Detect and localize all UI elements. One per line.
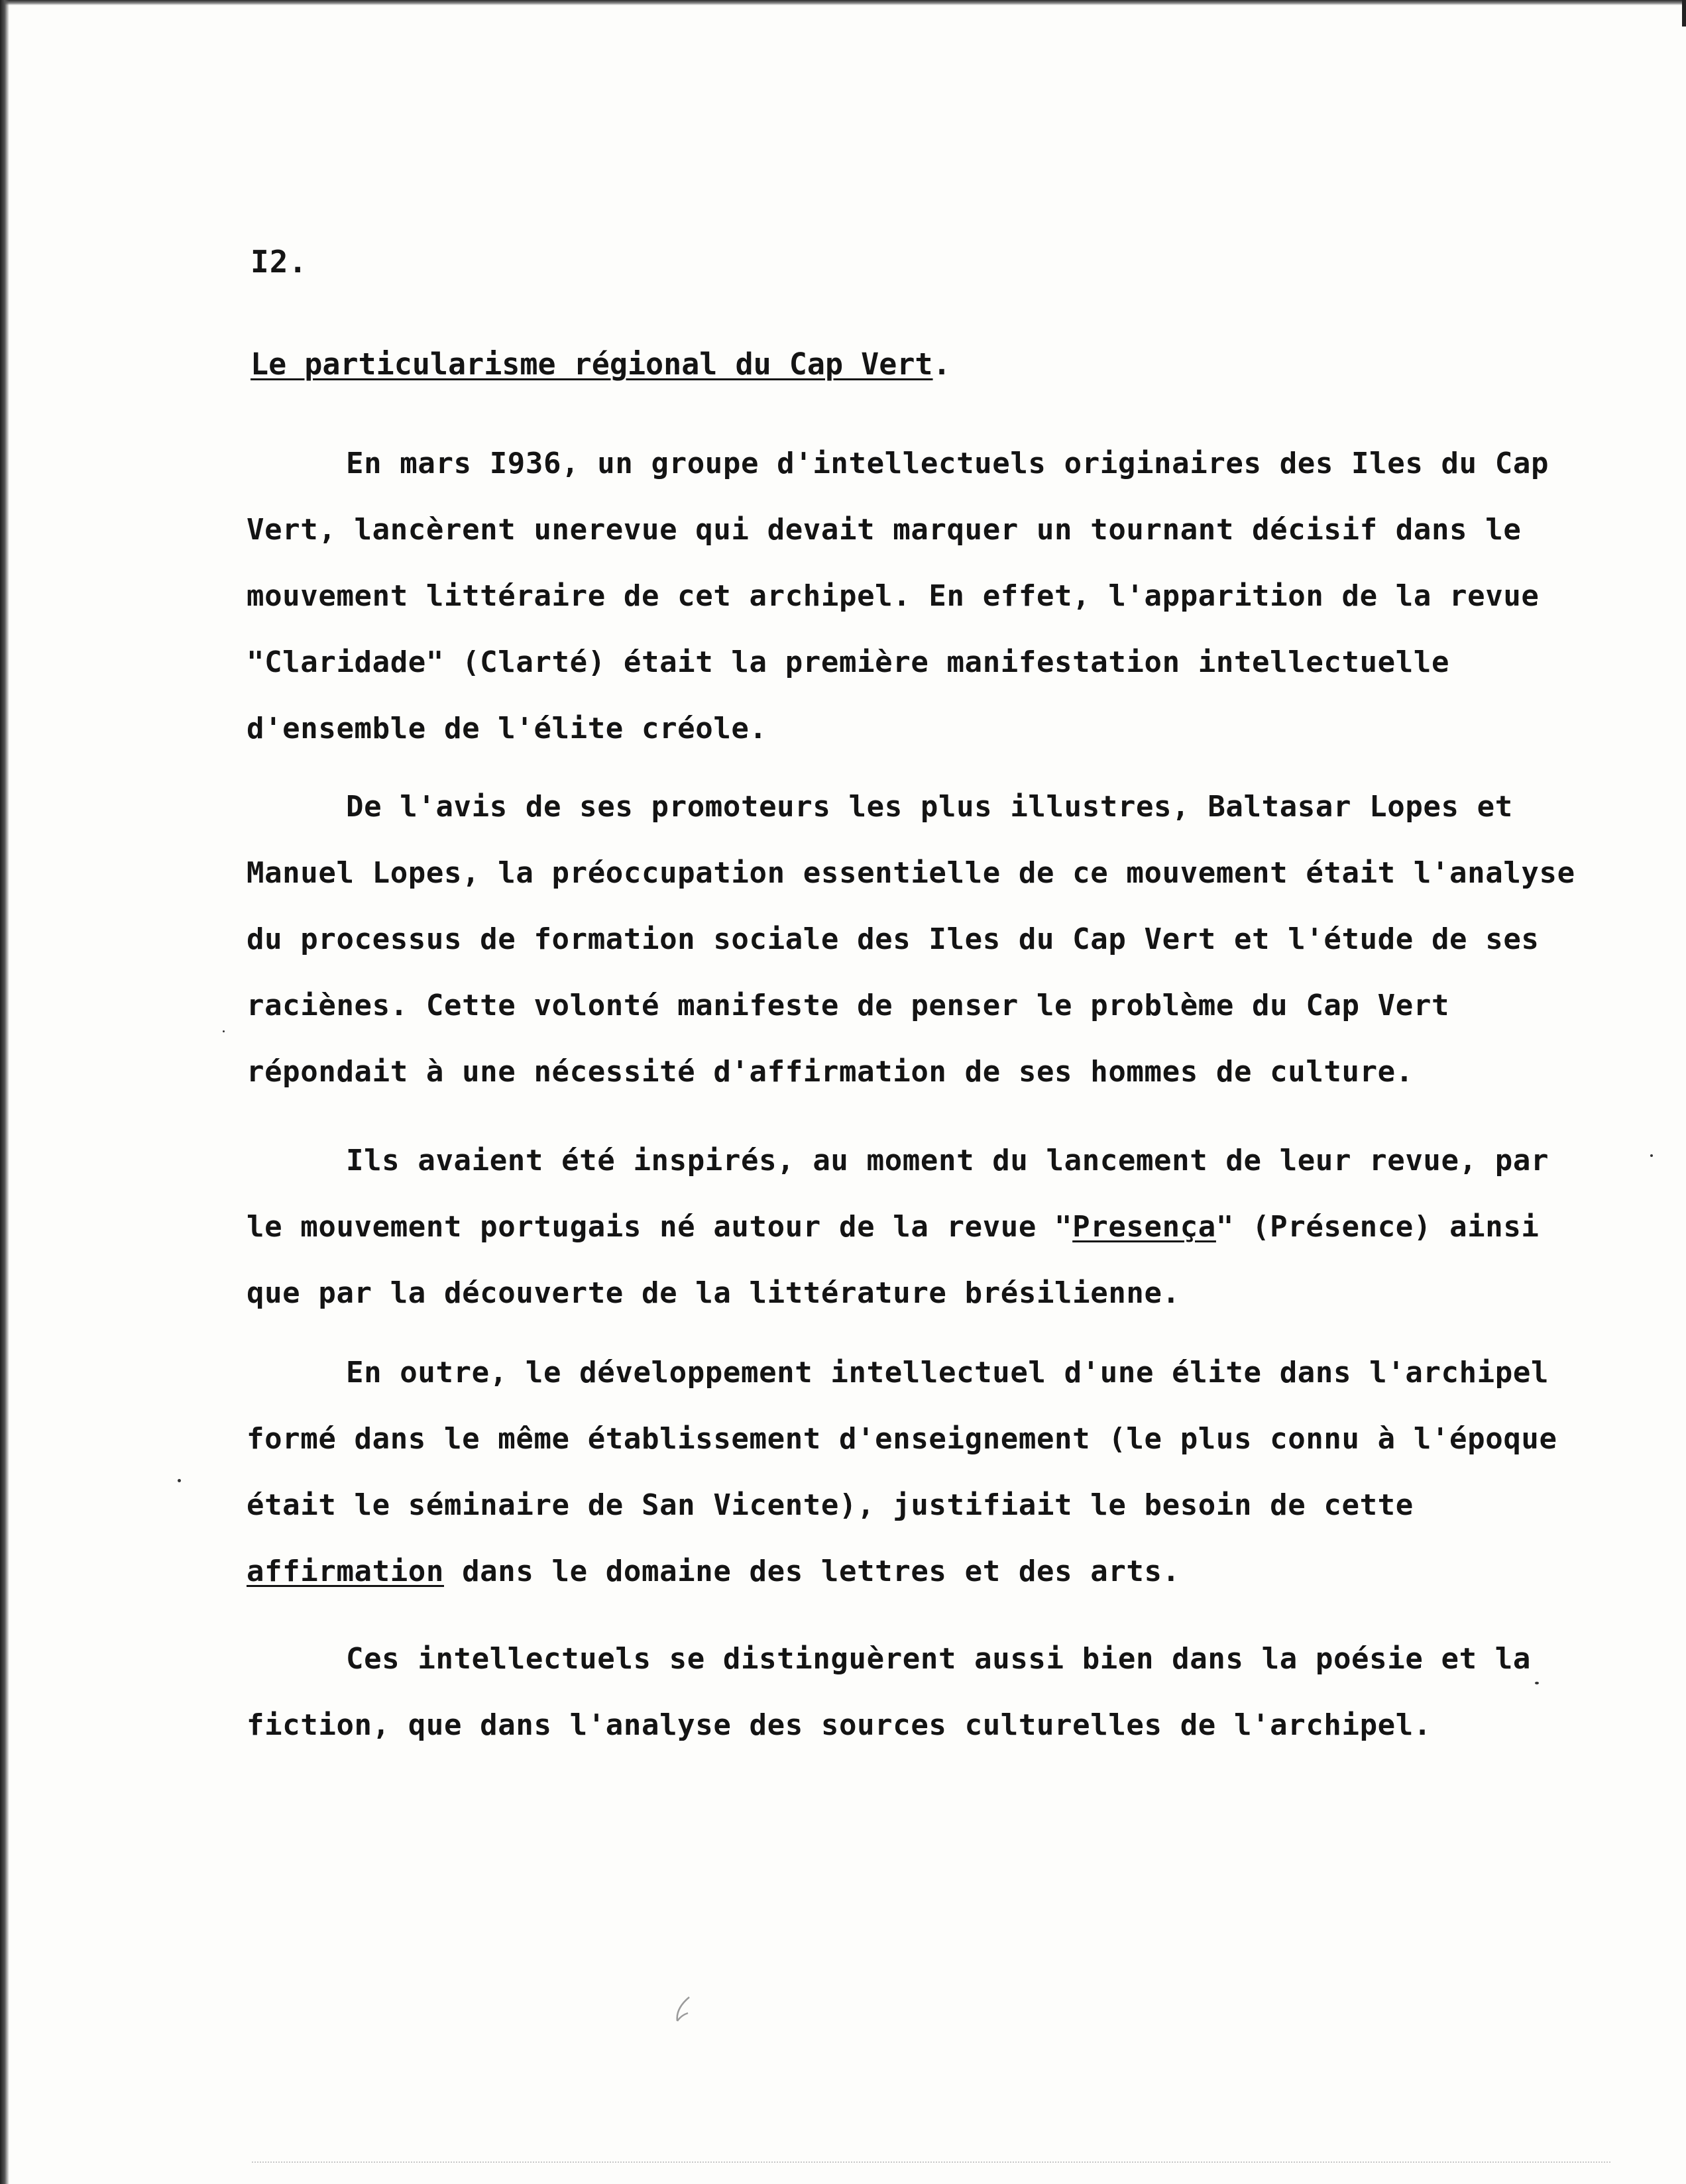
- scan-bottom-rule: [252, 2161, 1610, 2164]
- paragraph-text: dans le domaine des lettres et des arts.: [444, 1555, 1180, 1588]
- underlined-word: affirmation: [247, 1555, 444, 1588]
- scan-speck: [223, 1030, 225, 1032]
- scan-speck: [178, 1479, 181, 1482]
- section-heading-period: .: [932, 347, 951, 382]
- scan-speck: [1650, 1154, 1653, 1157]
- paragraph-text: " (Présence) ainsi que par la découverte de la littérature brésilienne.: [247, 1210, 1540, 1310]
- paragraph: [247, 431, 1585, 762]
- paragraph-text: De l'avis de ses promoteurs les plus illustres, Baltasar Lopes et Manuel Lopes, la préoccupation essentielle de ce mouvement était l'analyse du processus de formation sociale des Iles du Cap Vert et l'étude de ses raciènes. Cette volonté manifeste de penser le problème du Cap Vert répondait à une nécessité d'affirmation de ses hommes de culture.: [247, 790, 1575, 1089]
- scan-edge-left: [0, 0, 9, 2184]
- paragraph: [247, 1128, 1585, 1327]
- paragraph: [247, 1626, 1585, 1759]
- section-heading-text: Le particularisme régional du Cap Vert: [251, 347, 933, 382]
- page-number: I2.: [251, 244, 308, 280]
- paragraph-text: En outre, le développement intellectuel d'une élite dans l'archipel formé dans le même établissement d'enseignement (le plus connu à l'époque était le séminaire de San Vicente), justifiait le besoin de cette: [247, 1356, 1557, 1522]
- paragraph-text: En mars I936, un groupe d'intellectuels originaires des Iles du Cap Vert, lancèrent unerevue qui devait marquer un tournant décisif dans le mouvement littéraire de cet archipel. En effet, l'apparition de la revue "Claridade" (Clarté) était la première manifestation intellectuelle d'ensemble de l'élite créole.: [247, 447, 1549, 745]
- paragraph-text: Ils avaient été inspirés, au moment du lancement de leur revue, par le mouvement portugais né autour de la revue ": [247, 1144, 1549, 1244]
- body-text: [247, 431, 1585, 1759]
- pencil-mark: [669, 1994, 696, 2028]
- section-heading: [251, 347, 951, 382]
- paragraph-text: Ces intellectuels se distinguèrent aussi bien dans la poésie et la fiction, que dans l'analyse des sources culturelles de l'archipel.: [247, 1642, 1531, 1742]
- underlined-title: Presença: [1072, 1210, 1216, 1244]
- paragraph: [247, 1340, 1585, 1605]
- scan-edge-top: [0, 0, 1686, 5]
- paragraph: [247, 774, 1585, 1105]
- scan-edge-right: [1682, 0, 1686, 27]
